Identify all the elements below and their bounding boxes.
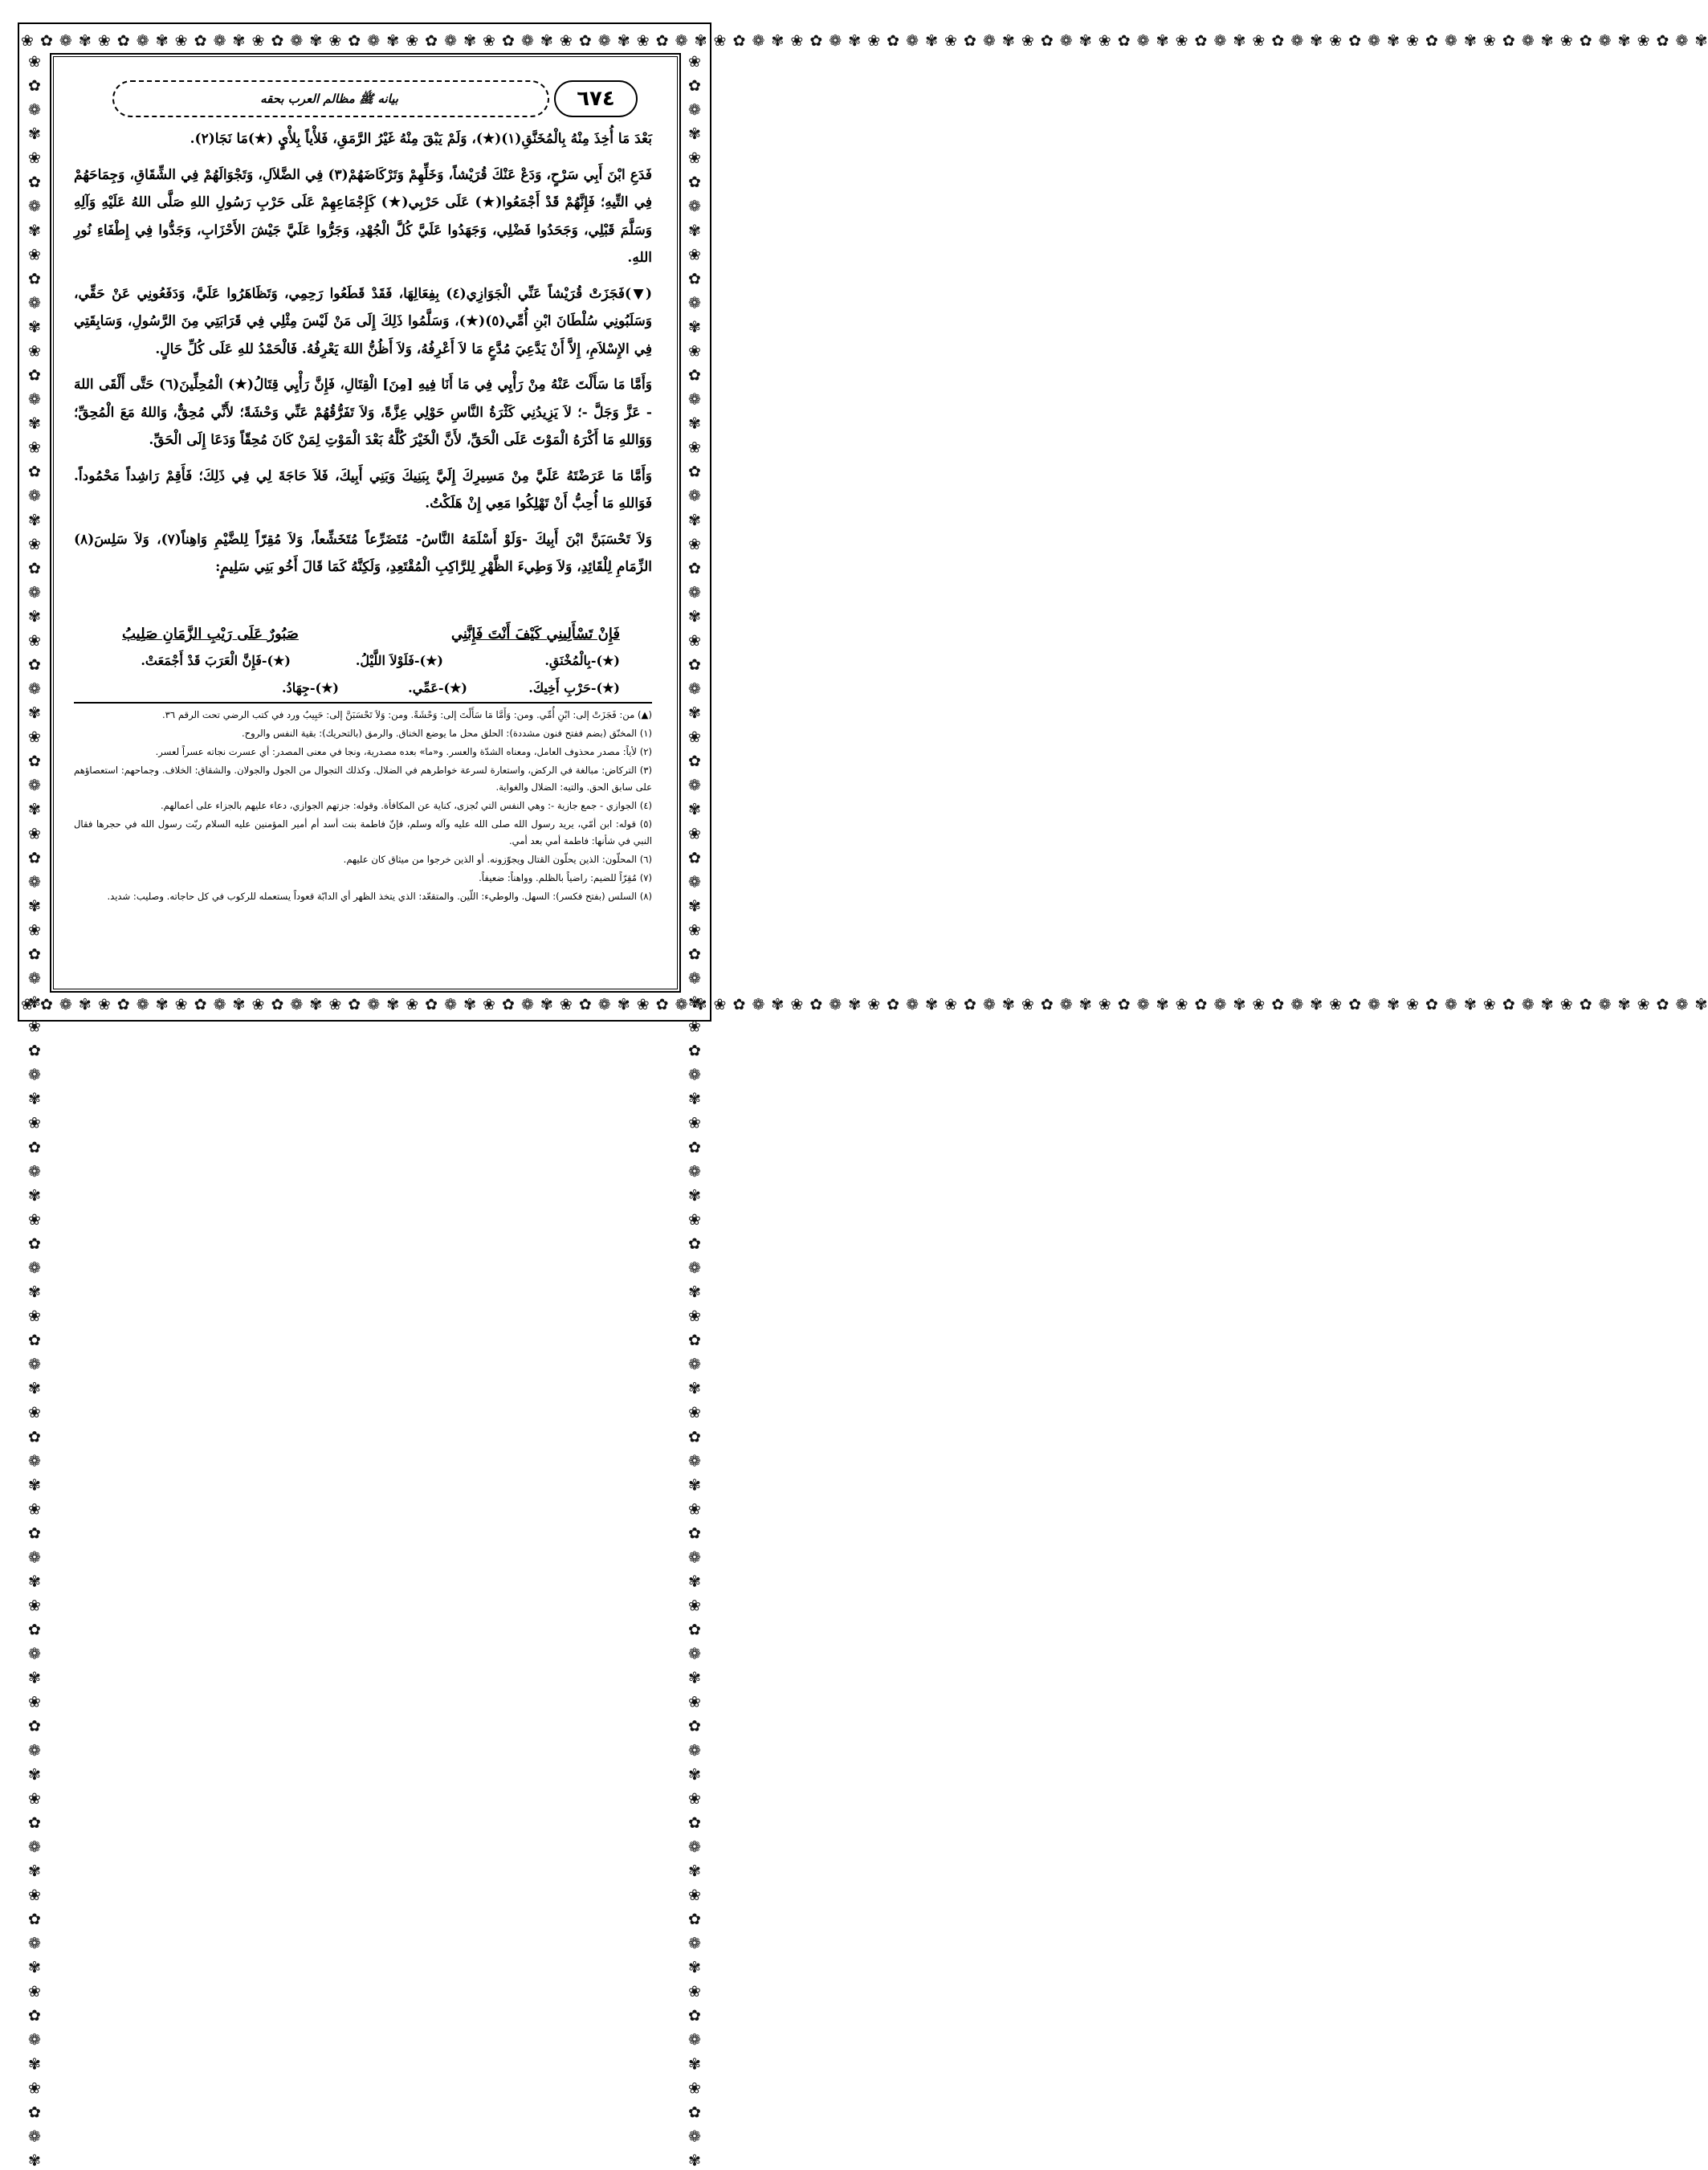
footnote: (٦) المحلّون: الذين يحلّون القتال ويجوّزونه. أو الذين خرجوا من ميثاق كان عليهم.	[343, 854, 652, 865]
running-header-title: بيانه ﷺ مظالم العرب بحقه	[260, 92, 398, 106]
verse-first-hemistich: فَإِنْ تَسْأَلِينِي كَيْفَ أَنْتَ فَإِنَّنِي	[450, 626, 620, 642]
variant-reading: (★)-فَلَوْلاَ اللَّيْلُ.	[355, 653, 443, 668]
footnote: (٣) التركاض: مبالغة في الركض، واستعارة لسرعة خواطرهم في الضلال. وكذلك التجوال من الجول والجولان. والشقاق: الخلاف. وجماحهم: استعصاؤهم على سابق الحق. والتيه: الضلال والغواية.	[74, 765, 652, 793]
variant-reading: (★)-بِالْمُخْنَقِ.	[544, 653, 620, 668]
variant-reading: (★)-عَمِّي.	[408, 680, 467, 695]
ornamental-border-top: ❀ ✿ ❁ ✾ ❀ ✿ ❁ ✾ ❀ ✿ ❁ ✾ ❀ ✿ ❁ ✾ ❀ ✿ ❁ ✾ ❀ ✿ ❁ ✾ ❀ ✿ ❁ ✾ ❀ ✿ ❁ ✾ ❀ ✿ ❁ ✾ ❀ ✿ ❁ ✾ ❀ ✿ ❁ ✾ ❀ ✿ ❁ ✾ ❀ ✿ ❁ ✾ ❀ ✿ ❁ ✾ ❀ ✿ ❁ ✾ ❀ ✿ ❁ ✾ ❀ ✿ ❁ ✾ ❀ ✿ ❁ ✾ ❀ ✿ ❁ ✾ ❀ ✿ ❁ ✾ ❀ ✿ ❁ ✾ ❀ ✿ ❁ ✾	[21, 32, 1708, 50]
footnote: (٧) مُقِرّاً للضيم: راضياً بالظلم. وواهناً: ضعيفاً.	[479, 872, 652, 883]
ornamental-border-right: ❀ ✿ ❁ ✾ ❀ ✿ ❁ ✾ ❀ ✿ ❁ ✾ ❀ ✿ ❁ ✾ ❀ ✿ ❁ ✾ ❀ ✿ ❁ ✾ ❀ ✿ ❁ ✾ ❀ ✿ ❁ ✾ ❀ ✿ ❁ ✾ ❀ ✿ ❁ ✾ ❀ ✿ ❁ ✾ ❀ ✿ ❁ ✾ ❀ ✿ ❁ ✾ ❀ ✿ ❁ ✾ ❀ ✿ ❁ ✾ ❀ ✿ ❁ ✾ ❀ ✿ ❁ ✾ ❀ ✿ ❁ ✾ ❀ ✿ ❁ ✾ ❀ ✿ ❁ ✾ ❀ ✿ ❁ ✾ ❀ ✿ ❁ ✾	[686, 53, 703, 2170]
footnote: (٤) الجوازي - جمع جازية -: وهي النفس التي تُجزى، كناية عن المكافأة. وقوله: جزتهم الجوازي، دعاء عليهم بالجزاء على أعمالهم.	[160, 800, 652, 811]
paragraph: فَدَعِ ابْنَ أَبِي سَرْحٍ، وَدَعْ عَنْكَ قُرَيْشاً، وَخَلِّهِمْ وَتَرْكَاضَهُمْ(٣) فِي الضَّلاَلِ، وَتَجْوَالَهُمْ فِي الشِّقَاقِ، وَجِمَاحَهُمْ فِي التِّيهِ؛ فَإِنَّهُمْ قَدْ أَجْمَعُوا(★) عَلَى حَرْبِي(★) كَإِجْمَاعِهِمْ عَلَى حَرْبِ رَسُولِ اللهِ صَلَّى اللهُ عَلَيْهِ وَآلِهِ وَسَلَّمَ قَبْلِي، وَجَحَدُوا فَضْلِي، وَجَهَدُوا عَلَيَّ كُلَّ الْجُهْدِ، وَجَرُّوا عَلَيَّ جَيْشَ الأَحْزَابِ، وَجَدُّوا فِي إِطْفَاءِ نُورِ اللهِ.	[74, 166, 652, 266]
footnote-divider	[74, 702, 652, 704]
paragraph: بَعْدَ مَا أُخِذَ مِنْهُ بِالْمُخَنَّقِ(١)(★)، وَلَمْ يَبْقَ مِنْهُ غَيْرُ الرَّمَقِ، فَلأْياً بِلأْيٍ (★)مَا نَجَا(٢).	[190, 131, 652, 147]
ornamental-border-left: ❀ ✿ ❁ ✾ ❀ ✿ ❁ ✾ ❀ ✿ ❁ ✾ ❀ ✿ ❁ ✾ ❀ ✿ ❁ ✾ ❀ ✿ ❁ ✾ ❀ ✿ ❁ ✾ ❀ ✿ ❁ ✾ ❀ ✿ ❁ ✾ ❀ ✿ ❁ ✾ ❀ ✿ ❁ ✾ ❀ ✿ ❁ ✾ ❀ ✿ ❁ ✾ ❀ ✿ ❁ ✾ ❀ ✿ ❁ ✾ ❀ ✿ ❁ ✾ ❀ ✿ ❁ ✾ ❀ ✿ ❁ ✾ ❀ ✿ ❁ ✾ ❀ ✿ ❁ ✾ ❀ ✿ ❁ ✾ ❀ ✿ ❁ ✾	[26, 53, 43, 2170]
poem-verse	[74, 620, 652, 649]
verse-second-hemistich: صَبُورٌ عَلَى رَيْبِ الزَّمَانِ صَلِيبُ	[122, 626, 299, 642]
variant-readings-row	[74, 675, 652, 702]
footnotes	[74, 707, 652, 907]
page-number: ٦٧٤	[554, 80, 638, 117]
paragraph: وَلاَ تَحْسَبَنَّ ابْنَ أَبِيكَ -وَلَوْ أَسْلَمَهُ النَّاسُ- مُتَضَرِّعاً مُتَخَشِّعاً، وَلاَ مُقِرّاً لِلضَّيْمِ وَاهِناً(٧)، وَلاَ سَلِسَ(٨) الزِّمَامِ لِلْقَائِدِ، وَلاَ وَطِيءَ الظَّهْرِ لِلرَّاكِبِ الْمُقْتَعِدِ، وَلَكِنَّهُ كَمَا قَالَ أَخُو بَنِي سَلِيمٍ:	[74, 531, 652, 575]
paragraph: وَأَمَّا مَا سَأَلْتَ عَنْهُ مِنْ رَأْيِي فِي مَا أَنَا فِيهِ [مِنَ] الْقِتَالِ، فَإِنَّ رَأْيِي قِتَالُ(★) الْمُحِلِّينَ(٦) حَتَّى أَلْقَى اللهَ - عَزَّ وَجَلَّ -؛ لاَ يَزِيدُنِي كَثْرَةُ النَّاسِ حَوْلِي عِزَّةً، وَلاَ تَفَرُّقُهُمْ عَنِّي وَحْشَةً؛ لأَنِّي مُحِقٌّ، وَاللهُ مَعَ الْمُحِقِّ؛ وَوَاللهِ مَا أَكْرَهُ الْمَوْتَ عَلَى الْحَقِّ، لأَنَّ الْخَيْرَ كُلَّهُ بَعْدَ الْمَوْتِ لِمَنْ كَانَ مُحِقّاً وَدَعَا إِلَى الْحَقِّ.	[74, 377, 652, 448]
footnote: (٨) السلس (بفتح فكسر): السهل. والوطيء: اللّين. والمتقعّد: الذي يتخذ الظهر أي الدابّة قعوداً يستعمله للركوب في كل حاجاته. وصليب: شديد.	[107, 891, 652, 902]
variant-reading: (★)-حَرْبِ أَخِيكَ.	[528, 680, 620, 695]
main-text	[74, 125, 652, 589]
footnote: (▲) من: فَجَزَتْ إلى: ابْنِ أُمِّي. ومن: وَأَمَّا مَا سَأَلْتَ إلى: وَحْشَةً. ومن: وَلاَ تَحْسَبَنَّ إلى: حَبِيبُ ورد في كتب الرضي تحت الرقم ٣٦.	[161, 709, 652, 720]
variant-reading: (★)-فَإِنَّ الْعَرَبَ قَدْ أَجْمَعَتْ.	[141, 653, 291, 668]
ornamental-border-bottom: ❀ ✿ ❁ ✾ ❀ ✿ ❁ ✾ ❀ ✿ ❁ ✾ ❀ ✿ ❁ ✾ ❀ ✿ ❁ ✾ ❀ ✿ ❁ ✾ ❀ ✿ ❁ ✾ ❀ ✿ ❁ ✾ ❀ ✿ ❁ ✾ ❀ ✿ ❁ ✾ ❀ ✿ ❁ ✾ ❀ ✿ ❁ ✾ ❀ ✿ ❁ ✾ ❀ ✿ ❁ ✾ ❀ ✿ ❁ ✾ ❀ ✿ ❁ ✾ ❀ ✿ ❁ ✾ ❀ ✿ ❁ ✾ ❀ ✿ ❁ ✾ ❀ ✿ ❁ ✾ ❀ ✿ ❁ ✾ ❀ ✿ ❁ ✾	[21, 996, 1708, 1014]
paragraph: (▼)فَجَزَتْ قُرَيْشاً عَنِّي الْجَوَازِي(٤) بِفِعَالِهَا، فَقَدْ قَطَعُوا رَحِمِي، وَتَظَاهَرُوا عَلَيَّ، وَدَفَعُونِي عَنْ حَقِّي، وَسَلَبُونِي سُلْطَانَ ابْنِ أُمِّي(٥)(★)، وَسَلَّمُوا ذَلِكَ إِلَى مَنْ لَيْسَ مِثْلِي فِي قَرَابَتِي مِنَ الرَّسُولِ، وَسَابِقَتِي فِي الإِسْلاَمِ، إِلاَّ أَنْ يَدَّعِيَ مُدَّعٍ مَا لاَ أَعْرِفُهُ، وَلاَ أَظُنُّ اللهَ يَعْرِفُهُ. فَالْحَمْدُ للهِ عَلَى كُلِّ حَالٍ.	[74, 285, 652, 357]
variant-readings-row	[74, 647, 652, 675]
variant-reading: (★)-جِهَادُ.	[282, 680, 339, 695]
footnote: (٥) قوله: ابن أمّي، يريد رسول الله صلى الله عليه وآله وسلم، فإنّ فاطمة بنت أسد أم أمير المؤمنين عليه السلام ربّت رسول الله في حجرها فقال النبي في شأنها: فاطمة أمي بعد أمي.	[74, 818, 652, 846]
footnote: (٢) لأياً: مصدر محذوف العامل، ومعناه الشدّة والعسر. و«ما» بعده مصدرية، ونجا في معنى المصدر: أي عسرت نجاته عسراً لعسر.	[155, 746, 652, 757]
footnote: (١) المخنّق (بضم ففتح فنون مشددة): الحلق محل ما يوضع الخناق. والرمق (بالتحريك): بقية النفس والروح.	[241, 728, 652, 739]
paragraph: وَأَمَّا مَا عَرَضْتَهُ عَلَيَّ مِنْ مَسِيرِكَ إِلَيَّ بِبَنِيكَ وَبَنِي أَبِيكَ، فَلاَ حَاجَةَ لِي فِي ذَلِكَ؛ فَأَقِمْ رَاشِداً مَحْمُوداً. فَوَاللهِ مَا أُحِبُّ أَنْ تَهْلِكُوا مَعِي إِنْ هَلَكْتُ.	[74, 467, 652, 512]
